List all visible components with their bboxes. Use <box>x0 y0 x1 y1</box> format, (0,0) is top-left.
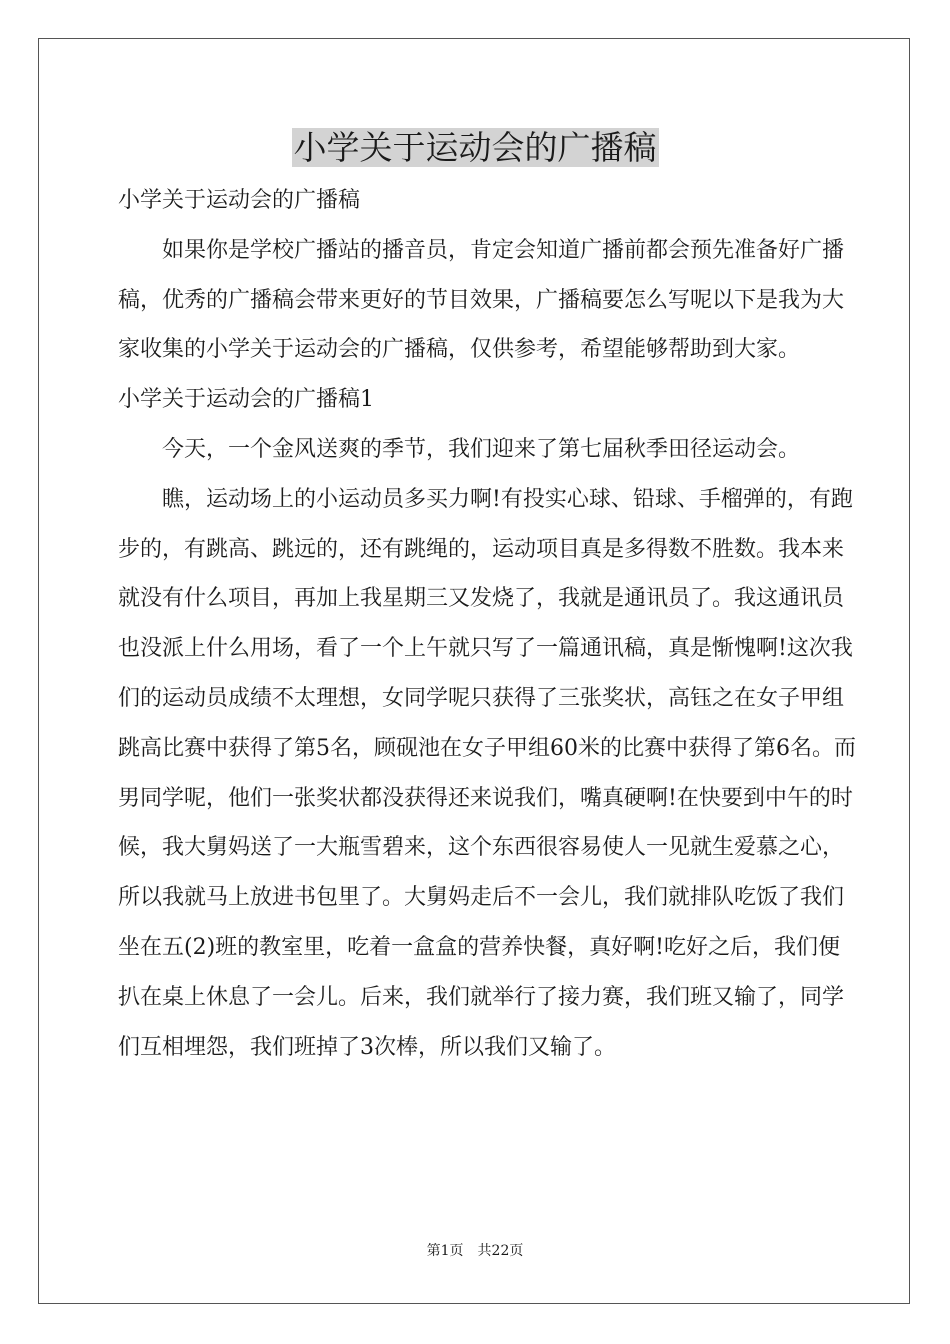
page-footer <box>0 1240 950 1260</box>
intro-paragraph: 如果你是学校广播站的播音员，肯定会知道广播前都会预先准备好广播稿，优秀的广播稿会带来更好的节目效果，广播稿要怎么写呢以下是我为大家收集的小学关于运动会的广播稿，仅供参考，希望能够帮助到大家。 <box>118 237 845 363</box>
section-heading: 小学关于运动会的广播稿1 <box>118 387 374 413</box>
paragraph-1: 今天，一个金风送爽的季节，我们迎来了第七届秋季田径运动会。 <box>162 436 801 462</box>
document-body <box>118 176 858 1072</box>
page-number: 第1页 <box>426 1243 464 1259</box>
subtitle: 小学关于运动会的广播稿 <box>118 188 361 213</box>
paragraph-2: 瞧，运动场上的小运动员多买力啊!有投实心球、铅球、手榴弹的，有跑步的，有跳高、跳远的，还有跳绳的，运动项目真是多得数不胜数。我本来就没有什么项目，再加上我星期三又发烧了，我就是通讯员了。我这通讯员也没派上什么用场，看了一个上午就只写了一篇通讯稿，真是惭愧啊!这次我们的运动员成绩不太理想，女同学呢只获得了三张奖状，高钰之在女子甲组跳高比赛中获得了第5名，顾砚池在女子甲组60米的比赛中获得了第6名。而男同学呢，他们一张奖状都没获得还来说我们，嘴真硬啊!在快要到中午的时候，我大舅妈送了一大瓶雪碧来，这个东西很容易使人一见就生爱慕之心，所以我就马上放进书包里了。大舅妈走后不一会儿，我们就排队吃饭了我们坐在五(2)班的教室里，吃着一盒盒的营养快餐，真好啊!吃好之后，我们便扒在桌上休息了一会儿。后来，我们就举行了接力赛，我们班又输了，同学们互相埋怨，我们班掉了3次棒，所以我们又输了。 <box>118 486 856 1060</box>
document-title <box>0 124 950 172</box>
page-total: 共22页 <box>477 1243 524 1259</box>
document-title-text: 小学关于运动会的广播稿 <box>293 128 657 167</box>
